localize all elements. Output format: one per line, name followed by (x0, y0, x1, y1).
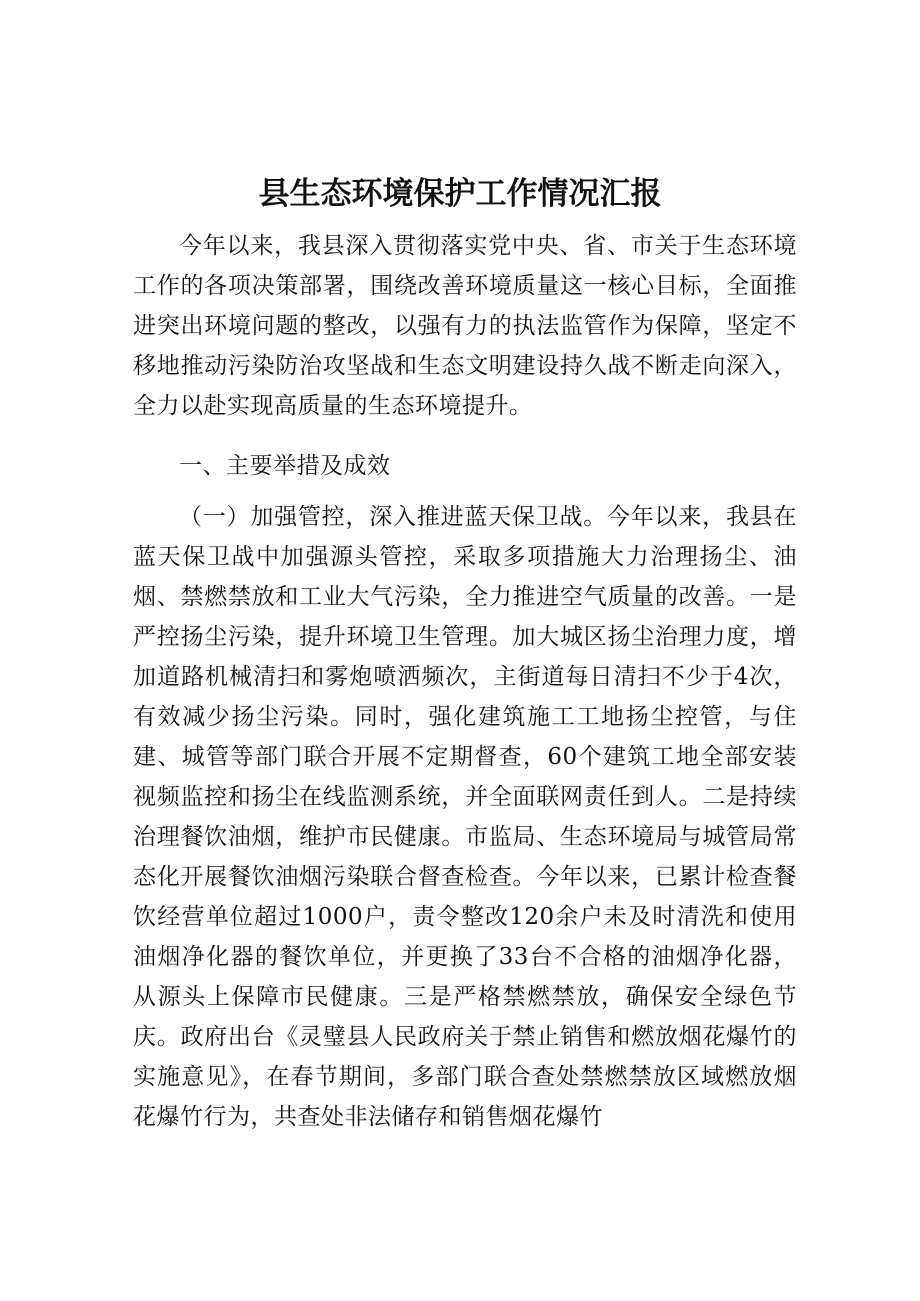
section-1-paragraph: （一）加强管控，深入推进蓝天保卫战。今年以来，我县在蓝天保卫战中加强源头管控，采取多项措施大力治理扬尘、油烟、禁燃禁放和工业大气污染，全力推进空气质量的改善。一是严控扬尘污染，提升环境卫生管理。加大城区扬尘治理力度，增加道路机械清扫和雾炮喷洒频次，主街道每日清扫不少于4次，有效减少扬尘污染。同时，强化建筑施工工地扬尘控管，与住建、城管等部门联合开展不定期督查，60个建筑工地全部安装视频监控和扬尘在线监测系统，并全面联网责任到人。二是持续治理餐饮油烟，维护市民健康。市监局、生态环境局与城管局常态化开展餐饮油烟污染联合督查检查。今年以来，已累计检查餐饮经营单位超过1000户，责令整改120余户未及时清洗和使用油烟净化器的餐饮单位，并更换了33台不合格的油烟净化器，从源头上保障市民健康。三是严格禁燃禁放，确保安全绿色节庆。政府出台《灵璧县人民政府关于禁止销售和燃放烟花爆竹的实施意见》，在春节期间，多部门联合查处禁燃禁放区域燃放烟花爆竹行为，共查处非法储存和销售烟花爆竹 (133, 504, 797, 1130)
intro-paragraph: 今年以来，我县深入贯彻落实党中央、省、市关于生态环境工作的各项决策部署，围绕改善环境质量这一核心目标，全面推进突出环境问题的整改，以强有力的执法监管作为保障，坚定不移地推动污染防治攻坚战和生态文明建设持久战不断走向深入，全力以赴实现高质量的生态环境提升。 (133, 233, 797, 419)
document-title: 县生态环境保护工作情况汇报 (258, 176, 662, 212)
section-heading: 一、主要举措及成效 (179, 453, 391, 479)
